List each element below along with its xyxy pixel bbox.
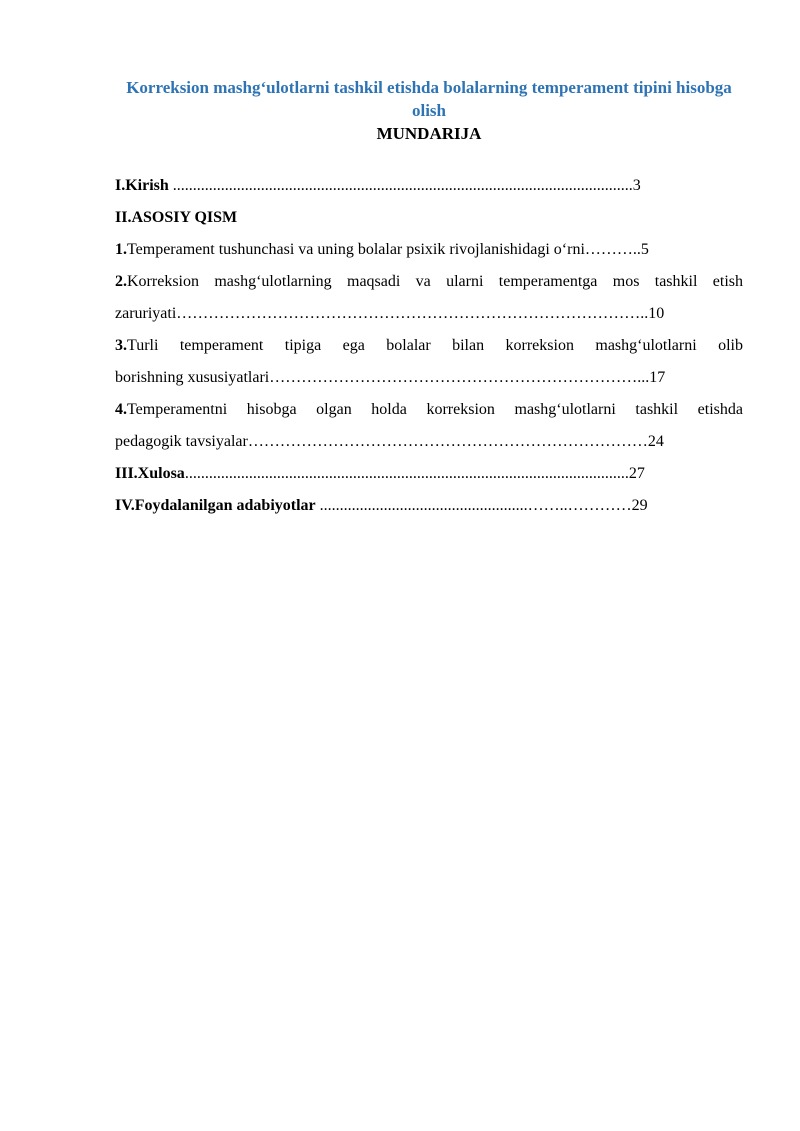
- toc-page-number: 24: [647, 433, 664, 450]
- toc-page-number: 27: [628, 465, 645, 482]
- toc-entry-label: IV.Foydalanilgan adabiyotlar: [115, 497, 316, 514]
- toc-leader-dots: ……………………………………………………………………………..: [176, 305, 649, 322]
- toc-entry-label: III.Xulosa: [115, 465, 185, 482]
- toc-entry-text: Turli temperament tipiga ega bolalar bilan korreksion mashg‘ulotlarni olib: [127, 337, 743, 354]
- toc-entry-3-continued[interactable]: [115, 362, 743, 394]
- toc-page-number: 10: [648, 305, 665, 322]
- toc-entry-number: 3.: [115, 337, 127, 354]
- toc-entry-4-continued[interactable]: [115, 426, 743, 458]
- toc-entry-text: borishning xususiyatlari: [115, 369, 270, 386]
- toc-entry-adabiyotlar[interactable]: [115, 490, 743, 522]
- toc-entry-text: Korreksion mashg‘ulotlarning maqsadi va ularni temperamentga mos tashkil etish: [127, 273, 743, 290]
- toc-heading: MUNDARIJA: [376, 124, 482, 143]
- toc-entry-text: zaruriyati: [115, 305, 177, 322]
- toc-entry-4[interactable]: [115, 394, 743, 426]
- toc-entry-text: pedagogik tavsiyalar: [115, 433, 248, 450]
- toc-entry-2-continued[interactable]: [115, 298, 743, 330]
- toc-entry-text: Temperamentni hisobga olgan holda korreksion mashg‘ulotlarni tashkil etishda: [127, 401, 743, 418]
- toc-leader-dots: ....................................................……..…………: [315, 497, 632, 514]
- document-page: [115, 76, 743, 522]
- toc-section-heading: II.ASOSIY QISM: [115, 209, 238, 226]
- toc-leader-dots: ...............................................................................................................: [184, 465, 629, 482]
- toc-entry-asosiy-qism[interactable]: [115, 202, 743, 234]
- toc-page-number: 29: [631, 497, 648, 514]
- toc-page-number: 5: [640, 241, 649, 258]
- toc-entry-number: 4.: [115, 401, 127, 418]
- toc-entry-label: I.Kirish: [115, 177, 169, 194]
- toc-leader-dots: ……………………………………………………………...: [269, 369, 650, 386]
- toc-entry-3[interactable]: [115, 330, 743, 362]
- document-title: Korreksion mashg‘ulotlarni tashkil etishda bolalarning temperament tipini hisobga olish: [126, 78, 732, 120]
- toc-entry-2[interactable]: [115, 266, 743, 298]
- toc-entry-xulosa[interactable]: [115, 458, 743, 490]
- toc-page-number: 3: [632, 177, 641, 194]
- toc-entry-text: Temperament tushunchasi va uning bolalar psixik rivojlanishidagi o‘rni: [127, 241, 585, 258]
- toc-entry-number: 2.: [115, 273, 127, 290]
- toc-leader-dots: ………..: [584, 241, 641, 258]
- toc-entry-kirish[interactable]: [115, 170, 743, 202]
- toc-leader-dots: …………………………………………………………………: [247, 433, 648, 450]
- toc-page-number: 17: [649, 369, 666, 386]
- toc-entry-1[interactable]: [115, 234, 743, 266]
- toc-leader-dots: ...................................................................................................................: [168, 177, 633, 194]
- toc-entry-number: 1.: [115, 241, 127, 258]
